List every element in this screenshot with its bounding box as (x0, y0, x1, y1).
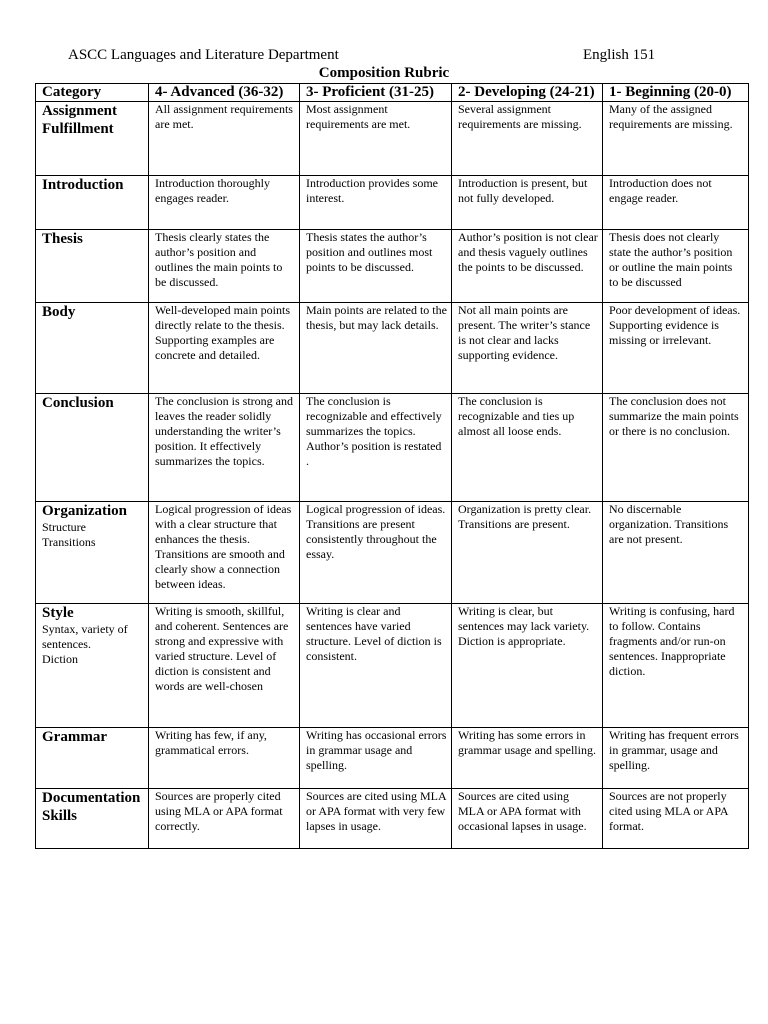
column-header-advanced: 4- Advanced (36-32) (149, 84, 300, 102)
table-cell: Thesis does not clearly state the author’s position or outline the main points to be discussed (603, 230, 749, 303)
table-cell: Sources are properly cited using MLA or APA format correctly. (149, 789, 300, 849)
table-cell: No discernable organization. Transitions are not present. (603, 502, 749, 604)
table-cell: Introduction is present, but not fully developed. (452, 176, 603, 230)
table-row (36, 394, 749, 502)
table-row (36, 604, 749, 728)
table-cell: Sources are cited using MLA or APA format with very few lapses in usage. (300, 789, 452, 849)
category-cell (36, 230, 149, 303)
table-row (36, 789, 749, 849)
category-name: Grammar (42, 729, 107, 745)
table-cell: Introduction provides some interest. (300, 176, 452, 230)
category-name: Documentation Skills (42, 790, 141, 824)
rubric-table (35, 83, 749, 849)
table-cell: The conclusion is strong and leaves the reader solidly understanding the writer’s position. It effectively summarizes the topics. (149, 394, 300, 502)
table-row (36, 728, 749, 789)
column-header-category: Category (36, 84, 149, 102)
category-name: Assignment Fulfillment (42, 103, 118, 137)
category-subitem: Syntax, variety of sentences. (42, 622, 128, 651)
table-cell: Introduction does not engage reader. (603, 176, 749, 230)
column-header-proficient: 3- Proficient (31-25) (300, 84, 452, 102)
table-cell: Writing is clear and sentences have varied structure. Level of diction is consistent. (300, 604, 452, 728)
table-cell: Poor development of ideas. Supporting evidence is missing or irrelevant. (603, 303, 749, 394)
course-name: English 151 (583, 47, 656, 63)
table-cell: The conclusion is recognizable and ties up almost all loose ends. (452, 394, 603, 502)
category-name: Style (42, 605, 74, 621)
category-cell (36, 604, 149, 728)
table-cell: Introduction thoroughly engages reader. (149, 176, 300, 230)
table-cell: Writing has frequent errors in grammar, usage and spelling. (603, 728, 749, 789)
rubric-header-row (36, 84, 749, 102)
table-cell: Well-developed main points directly relate to the thesis. Supporting examples are concrete and detailed. (149, 303, 300, 394)
table-row (36, 230, 749, 303)
category-cell (36, 102, 149, 176)
category-name: Thesis (42, 231, 83, 247)
table-cell: The conclusion does not summarize the main points or there is no conclusion. (603, 394, 749, 502)
table-cell: Several assignment requirements are missing. (452, 102, 603, 176)
table-row (36, 102, 749, 176)
table-row (36, 303, 749, 394)
table-cell: Writing is smooth, skillful, and coherent. Sentences are strong and expressive with varied structure. Level of diction is consistent and words are well-chosen (149, 604, 300, 728)
category-cell (36, 176, 149, 230)
category-cell (36, 728, 149, 789)
table-cell: Organization is pretty clear. Transitions are present. (452, 502, 603, 604)
category-subitem: Structure (42, 520, 86, 534)
table-cell: Writing is confusing, hard to follow. Contains fragments and/or run-on sentences. Inappropriate diction. (603, 604, 749, 728)
table-cell: Writing has few, if any, grammatical errors. (149, 728, 300, 789)
table-cell: Thesis clearly states the author’s position and outlines the main points to be discussed. (149, 230, 300, 303)
table-cell: Not all main points are present. The writer’s stance is not clear and lacks supporting evidence. (452, 303, 603, 394)
category-name: Organization (42, 503, 127, 519)
department-name: ASCC Languages and Literature Department (68, 47, 339, 63)
table-row (36, 176, 749, 230)
column-header-beginning: 1- Beginning (20-0) (603, 84, 749, 102)
category-name: Body (42, 304, 76, 320)
column-header-developing: 2- Developing (24-21) (452, 84, 603, 102)
category-cell (36, 789, 149, 849)
table-cell: Logical progression of ideas with a clear structure that enhances the thesis. Transitions are smooth and clearly show a connection between ideas. (149, 502, 300, 604)
table-cell: Author’s position is not clear and thesis vaguely outlines the points to be discussed. (452, 230, 603, 303)
category-subitem: Transitions (42, 535, 96, 549)
document-title: Composition Rubric (318, 65, 450, 81)
table-cell: All assignment requirements are met. (149, 102, 300, 176)
category-subitem: Diction (42, 652, 78, 666)
table-cell: The conclusion is recognizable and effectively summarizes the topics. Author’s position is restated . (300, 394, 452, 502)
table-cell: Writing is clear, but sentences may lack variety. Diction is appropriate. (452, 604, 603, 728)
table-cell: Most assignment requirements are met. (300, 102, 452, 176)
category-name: Conclusion (42, 395, 114, 411)
table-row (36, 502, 749, 604)
category-cell (36, 394, 149, 502)
category-cell (36, 502, 149, 604)
category-cell (36, 303, 149, 394)
table-cell: Thesis states the author’s position and outlines most points to be discussed. (300, 230, 452, 303)
table-cell: Writing has some errors in grammar usage and spelling. (452, 728, 603, 789)
table-cell: Logical progression of ideas. Transitions are present consistently throughout the essay. (300, 502, 452, 604)
table-cell: Writing has occasional errors in grammar usage and spelling. (300, 728, 452, 789)
table-cell: Sources are cited using MLA or APA format with occasional lapses in usage. (452, 789, 603, 849)
table-cell: Sources are not properly cited using MLA or APA format. (603, 789, 749, 849)
table-cell: Many of the assigned requirements are missing. (603, 102, 749, 176)
category-name: Introduction (42, 177, 124, 193)
table-cell: Main points are related to the thesis, but may lack details. (300, 303, 452, 394)
